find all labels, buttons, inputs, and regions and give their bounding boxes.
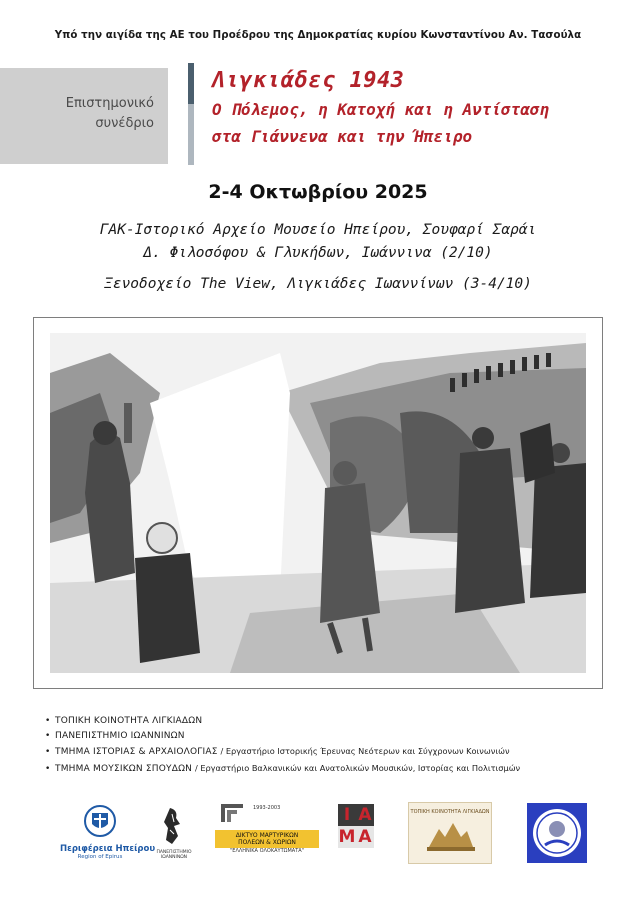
network-line1: ΔΙΚΤΥΟ ΜΑΡΤΥΡΙΚΩΝ [235, 832, 299, 839]
conference-label-box [0, 68, 168, 164]
title-divider-bar [188, 63, 194, 165]
community-logo [408, 802, 492, 864]
historical-photo-graphic [50, 333, 586, 673]
university-logo [148, 804, 200, 860]
organizer-name: ΠΑΝΕΠΙΣΤΗΜΙΟ ΙΩΑΝΝΙΝΩΝ [55, 731, 185, 742]
network-label-band [215, 830, 319, 848]
network-line2: ΠΟΛΕΩΝ & ΧΩΡΙΩΝ [238, 839, 296, 846]
title-block [212, 66, 549, 150]
greek-emblem-icon [64, 804, 136, 840]
bullet: • [45, 763, 51, 774]
iama-grid [338, 804, 374, 848]
network-emblem-icon [215, 800, 319, 824]
iama-letter: Ι [343, 805, 351, 825]
iama-letter: Α [358, 805, 372, 825]
organizer-name: ΤΟΠΙΚΗ ΚΟΙΝΟΤΗΤΑ ΛΙΓΚΙΑΔΩΝ [55, 716, 203, 726]
list-item [45, 714, 520, 729]
venue1-line1: ΓΑΚ-Ιστορικό Αρχείο Μουσείο Ηπείρου, Σουφαρί Σαράι [99, 222, 537, 238]
network-line3: "ΕΛΛΗΝΙΚΑ ΟΛΟΚΑΥΤΩΜΑΤΑ" [230, 848, 304, 854]
university-name: ΠΑΝΕΠΙΣΤΗΜΙΟ ΙΩΑΝΝΙΝΩΝ [156, 850, 192, 860]
round-badge-logo [527, 803, 587, 863]
iama-logo [338, 804, 374, 858]
conference-subtitle-line2: στα Γιάννενα και την Ήπειρο [212, 127, 473, 146]
conference-label-line1: Επιστημονικό [65, 96, 154, 111]
organizer-name: ΤΜΗΜΑ ΜΟΥΣΙΚΩΝ ΣΠΟΥΔΩΝ [55, 763, 193, 774]
region-name-en: Region of Epirus [77, 854, 123, 860]
organizer-detail: / Εργαστήριο Ιστορικής Έρευνας Νεότερων και Σύγχρονων Κοινωνιών [220, 746, 510, 757]
list-item [45, 761, 520, 777]
martyr-network-logo [215, 800, 319, 854]
iama-letter: Α [356, 826, 374, 848]
patronage-line: Υπό την αιγίδα της ΑΕ του Προέδρου της Δημοκρατίας κυρίου Κωνσταντίνου Αν. Τασούλα [54, 30, 582, 41]
seal-icon [527, 803, 587, 863]
conference-title: Λιγκιάδες 1943 [212, 68, 405, 93]
bullet: • [45, 731, 51, 742]
photo-frame [33, 317, 603, 689]
iama-letter: Μ [338, 827, 356, 847]
organizer-name: ΤΜΗΜΑ ΙΣΤΟΡΙΑΣ & ΑΡΧΑΙΟΛΟΓΙΑΣ [55, 747, 218, 758]
logos-row [0, 800, 636, 870]
monument-icon [409, 815, 491, 855]
bullet: • [45, 747, 51, 758]
organizers-list [45, 714, 520, 777]
list-item [45, 729, 520, 744]
organizer-detail: / Εργαστήριο Βαλκανικών και Ανατολικών Μουσικών, Ιστορίας και Πολιτισμών [194, 762, 521, 773]
conference-label-line2: συνέδριο [95, 116, 154, 131]
region-epirus-logo [60, 804, 156, 860]
community-name: ΤΟΠΙΚΗ ΚΟΙΝΟΤΗΤΑ ΛΙΓΚΙΑΔΩΝ [410, 809, 490, 815]
venue2: Ξενοδοχείο The View, Λιγκιάδες Ιωαννίνων (3-4/10) [104, 276, 532, 292]
network-years: 1993-2003 [253, 805, 281, 811]
venue1-line2: Δ. Φιλοσόφου & Γλυκήδων, Ιωάννινα (2/10) [143, 245, 493, 261]
event-dates: 2-4 Οκτωβρίου 2025 [208, 181, 428, 203]
university-emblem-icon [148, 804, 200, 848]
list-item [45, 744, 520, 760]
bullet: • [45, 716, 51, 726]
region-name: Περιφέρεια Ηπείρου [60, 844, 156, 854]
conference-subtitle-line1: Ο Πόλεμος, η Κατοχή και η Αντίσταση [212, 100, 550, 119]
historical-photo [50, 333, 586, 673]
